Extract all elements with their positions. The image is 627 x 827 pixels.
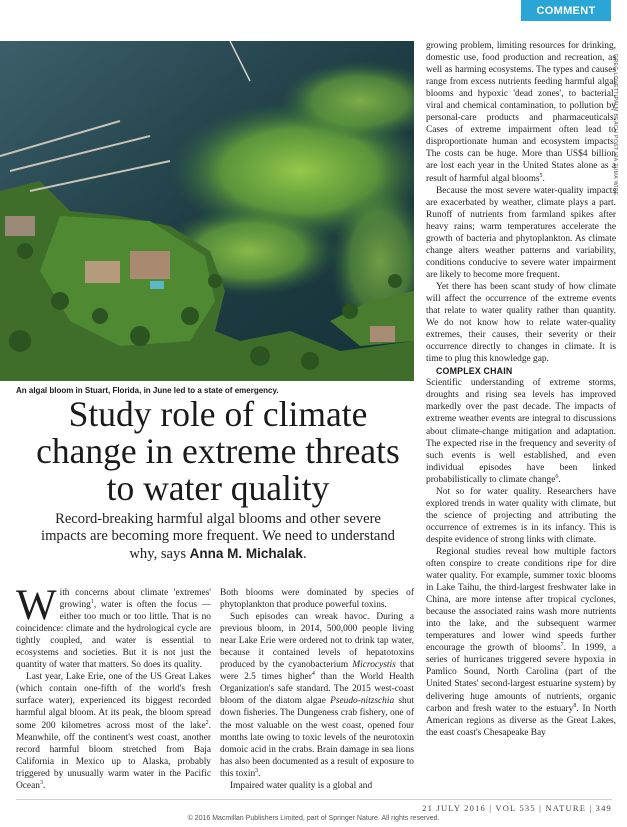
body-paragraph: Not so for water quality. Researchers have explored trends in water quality with climate, but the science of projecting and attributing the occurrence of extremes is in its infancy. This is despite evidence of strong links with climate. xyxy=(426,486,616,545)
species-name: Pseudo-nitzschia xyxy=(330,696,395,707)
body-column-2 xyxy=(220,587,414,792)
body-paragraph: Both blooms were dominated by species of phytoplankton that produce powerful toxins. xyxy=(220,588,414,611)
article-standfirst xyxy=(34,511,402,564)
reference-number: 7 xyxy=(560,642,564,649)
body-paragraph: Scientific understanding of extreme storms, droughts and rising sea levels has improved markedly over the past decade. The impacts of extreme weather events are integral to discussions about climate-change mitigation and adaptation. The expected rise in the frequency and severity of such events is well established, and even individual episodes have been linked probabilistically to climate change$^6$. xyxy=(426,378,616,485)
drop-cap: W xyxy=(16,582,57,629)
body-paragraph: Regional studies reveal how multiple factors often conspire to create conditions ripe for dire water quality. For example, summer toxic blooms in Lake Taihu, the third-largest freshwater lake in China, are more intense after tropical cyclones, because the associated rains wash more nutrients into the lake, and the subsequent warmer temperatures and lower wind speeds further encourage the growth of blooms$^7$. In 1999, a series of hurricanes triggered severe hypoxia in Pamlico Sound, North Carolina (part of the United States' second-largest estuarine system) by delivering huge amounts of nutrients, organic carbon and fresh water to the estuary$^8$. In North American regions as diverse as the Great Lakes, the east coast's Chesapeake Bay xyxy=(426,546,617,738)
house-roof xyxy=(370,326,395,342)
photo-caption: An algal bloom in Stuart, Florida, in June led to a state of emergency. xyxy=(16,386,279,395)
reference-number: 4 xyxy=(311,671,315,678)
swimming-pool xyxy=(150,281,164,289)
body-paragraph: Impaired water quality is a global and xyxy=(230,780,373,791)
aerial-photo-illustration xyxy=(0,41,414,381)
section-tag: COMMENT xyxy=(521,0,611,21)
reference-number: 5 xyxy=(539,172,543,179)
author-name: Anna M. Michalak xyxy=(189,546,303,562)
photo-credit: GREG LOVETT/PALM BEACH POST VIA ZUMA WIRE xyxy=(612,54,618,196)
standfirst-end: . xyxy=(302,546,307,563)
reference-number: 2 xyxy=(205,719,209,726)
body-paragraph: growing problem, limiting resources for drinking, domestic use, food production and recreation, as well as harming ecosystems. The types and causes range from excess nutrients feeding harmful algal blooms and hypoxic 'dead zones', to bacterial, viral and chemical contamination, to pollution by personal-care products and pharmaceuticals. Cases of extreme impairment often lead to disproportionate human and ecosystem impacts. The costs can be huge. More than US$4 billion are lost each year in the United States alone as a result of harmful algal blooms$^5$. xyxy=(426,41,616,184)
species-name: Microcystis xyxy=(352,660,396,671)
body-paragraph: With concerns about climate 'extremes' growing$^1$, water is often the focus — either too much or too little. That is no coincidence: climate and the hydrological cycle are tightly coupled, and water is essential to ecosystems and societies. But it is not just the quantity of water that matters. So does its quality. xyxy=(16,582,211,671)
reference-number: 6 xyxy=(555,473,559,480)
body-paragraph: Such episodes can wreak havoc. During a previous bloom, in 2014, 500,000 people living near Lake Erie were ordered not to drink tap water, because it contained levels of hepatotoxins produced by the cyanobacterium Microcystis that were 2.5 times higher$^4$ than the World Health Organization's safe standard. The 2015 west-coast bloom of the diatom algae Pseudo-nitzschia shut down fisheries. The Dungeness crab fishery, one of the most valuable on the west coast, opened four months late owing to toxic levels of the neurotoxin domoic acid in the crabs. Brain damage in sea lions has also been documented as a result of exposure to this toxin$^3$. xyxy=(220,612,415,779)
reference-number: 3 xyxy=(255,767,259,774)
body-paragraph: Yet there has been scant study of how climate will affect the occurrence of the extreme events that relate to water quality rather than quantity. We do not know how to relate water-quality extremes, their causes, their severity or their occurrence directly to changes in climate. It is time to plug this knowledge gap. xyxy=(426,281,616,365)
body-column-1 xyxy=(16,582,211,792)
body-column-3 xyxy=(426,40,616,739)
body-paragraph: Last year, Lake Erie, one of the US Great Lakes (which contain one-fifth of the world's fresh surface water), experienced its biggest recorded harmful algal bloom. At its peak, the bloom spread some 200 kilometres across most of the lake$^2$. Meanwhile, off the continent's west coast, another record harmful bloom stretched from Baja California in Mexico up to Alaska, probably triggered by unusually warm water in the Pacific Ocean$^3$. xyxy=(16,672,211,791)
algal-bloom-photo xyxy=(0,41,414,381)
reference-number: 8 xyxy=(573,702,577,709)
house-roof xyxy=(5,216,35,236)
section-subhead: COMPLEX CHAIN xyxy=(436,366,513,377)
house-roof xyxy=(130,251,170,279)
house-roof xyxy=(85,261,120,283)
footer-rule xyxy=(16,799,612,800)
body-paragraph: Because the most severe water-quality impacts are exacerbated by weather, climate plays a part. Runoff of nutrients from farmland spikes after heavy rains; warm temperatures accelerate the growth of bacteria and phytoplankton. As climate change alters weather patterns and variability, conditions conducive to severe water impairment are likely to become more frequent. xyxy=(426,185,616,280)
article-headline: Study role of climate change in extreme threats to water quality xyxy=(36,394,400,508)
copyright-notice: © 2016 Macmillan Publishers Limited, part of Springer Nature. All rights reserved. xyxy=(187,815,440,822)
page-folio: 21 JULY 2016 | VOL 535 | NATURE | 349 xyxy=(422,803,612,813)
reference-number: 1 xyxy=(90,598,94,605)
reference-number: 3 xyxy=(39,779,43,786)
standfirst-text: Record-breaking harmful algal blooms and other severe impacts are becoming more frequent. We need to understand why, says xyxy=(41,511,395,563)
